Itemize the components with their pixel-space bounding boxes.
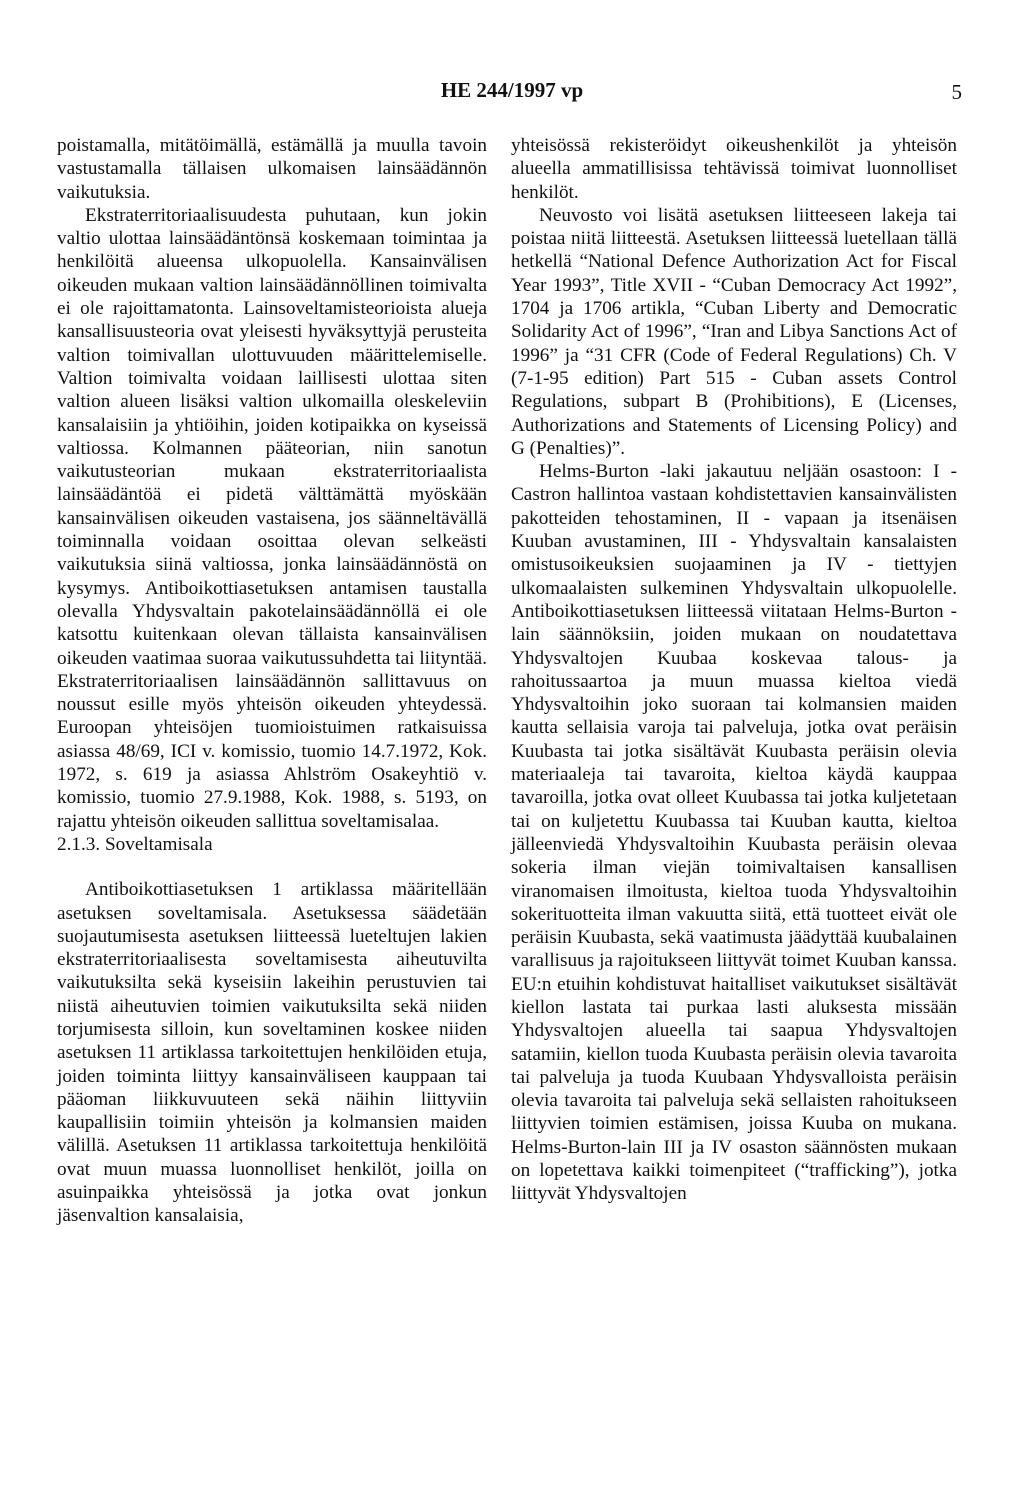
paragraph-legal-persons: yhteisössä rekisteröidyt oikeushenkilöt ja yhteisön alueella ammatillisissa tehtävissä toimivat luonnolliset henkilöt. — [511, 135, 957, 203]
paragraph-scope: Antiboikottiasetuksen 1 artiklassa määritellään asetuksen soveltamisala. Asetuksessa säädetään suojautumisesta asetuksen liitteessä lueteltujen lakien ekstraterritoriaalisesta soveltamisesta aiheutuvilta vaikutuksilta sekä kyseisiin lakeihin perustuvien tai niistä aiheutuvien toimien vaikutuksilta sekä niiden torjumisesta silloin, kun soveltaminen koskee niiden asetuksen 11 artiklassa tarkoitettujen henkilöiden etuja, joiden toiminta liittyy kansainväliseen kauppaan tai pääoman liikkuvuuteen sekä näihin liittyviin kaupallisiin toimiin yhteisön ja kolmansien maiden välillä. Asetuksen 11 artiklassa tarkoitettuja henkilöitä ovat muun muassa luonnolliset henkilöt, joilla on asuinpaikka yhteisössä ja jotka ovat jonkun jäsenvaltion kansalaisia, — [57, 879, 487, 1227]
document-identifier: HE 244/1997 vp — [440, 78, 584, 102]
right-column — [511, 134, 957, 1206]
paragraph-helms-burton: Helms-Burton -laki jakautuu neljään osastoon: I - Castron hallintoa vastaan kohdistettavien kansainvälisten pakotteiden tehostaminen, II - vapaan ja itsenäisen Kuuban avustaminen, III - Yhdysvaltain kansalaisten omistusoikeuksien suojaaminen ja IV - tiettyjen ulkomaalaisten sulkeminen Yhdysvaltain ulkopuolelle. Antiboikottiasetuksen liitteessä viitataan Helms-Burton -lain säännöksiin, joiden mukaan on noudatettava Yhdysvaltojen Kuubaa koskevaa talous- ja rahoitussaartoa ja muun muassa kieltoa viedä Yhdysvaltoihin joko suoraan tai kolmansien maiden kautta sellaisia varoja tai palveluja, jotka ovat peräisin Kuubasta tai jotka sisältävät Kuubasta peräisin olevia materiaaleja tai tavaroita, kieltoa käydä kauppaa tavaroilla, jotka ovat olleet Kuubassa tai jotka kuljetetaan tai on kuljetettu Kuubassa tai Kuuban kautta, kieltoa jälleenviedä Yhdysvaltoihin Kuubasta peräisin olevaa sokeria ilman viejän toimivaltaisen kansallisen viranomaisen ilmoitusta, kieltoa tuoda Yhdysvaltoihin sokerituotteita ilman vakuutta siitä, että tuotteet eivät ole peräisin Kuubasta, sekä vaatimusta jäädyttää kuubalainen varallisuus ja rajoitukseen liittyvät toimet Kuuban kanssa. EU:n etuihin kohdistuvat haitalliset vaikutukset sisältävät kiellon lastata tai purkaa lasti aluksesta missään Yhdysvaltojen alueella tai saapua Yhdysvaltojen satamiin, kiellon tuoda Kuubasta peräisin olevia tavaroita tai palveluja ja tuoda Kuubaan Yhdysvalloista peräisin olevia tavaroita tai palveluja sekä sellaisten rahoitukseen liittyvien toimien estämisen, joissa Kuuba on mukana. Helms-Burton-lain III ja IV osaston säännösten mukaan on lopetettava kaikki toimenpiteet (“trafficking”), jotka liittyvät Yhdysvaltojen — [511, 461, 957, 1205]
paragraph-continuation: poistamalla, mitätöimällä, estämällä ja muulla tavoin vastustamalla tällaisen ulkomaisen lainsäädännön vaikutuksia. — [57, 135, 487, 203]
page-number: 5 — [951, 80, 962, 104]
paragraph-annex-laws: Neuvosto voi lisätä asetuksen liitteeseen lakeja tai poistaa niitä liitteestä. Asetuksen liitteessä luetellaan tällä hetkellä “National Defence Authorization Act for Fiscal Year 1993”, Title XVII - “Cuban Democracy Act 1992”, 1704 ja 1706 artikla, “Cuban Liberty and Democratic Solidarity Act of 1996”, “Iran and Libya Sanctions Act of 1996” ja “31 CFR (Code of Federal Regulations) Ch. V (7-1-95 edition) Part 515 - Cuban assets Control Regulations, subpart B (Prohibitions), E (Licenses, Authorizations and Statements of Licensing Policy) and G (Penalties)”. — [511, 204, 957, 459]
section-heading: 2.1.3. Soveltamisala — [57, 833, 213, 855]
left-column — [57, 134, 487, 1228]
paragraph-extraterritoriality: Ekstraterritoriaalisuudesta puhutaan, kun jokin valtio ulottaa lainsäädäntönsä koskemaan toimintaa ja henkilöitä alueensa ulkopuolella. Kansainvälisen oikeuden mukaan valtion lainsäädännöllinen toimivalta ei ole rajoittamatonta. Lainsoveltamisteorioista alueja kansallisuusteoria ovat yleisesti hyväksyttyjä perusteita valtion toimivallan ulottuvuuden määrittelemiselle. Valtion toimivalta voidaan laillisesti ulottaa siten valtion alueen lisäksi valtion ulkomailla oleskeleviin kansalaisiin ja yhtiöihin, joiden kotipaikka on kyseissä valtiossa. Kolmannen pääteorian, niin sanotun vaikutusteorian mukaan ekstraterritoriaalista lainsäädäntöä ei pidetä välttämättä myöskään kansainvälisen oikeuden vastaisena, jos säänneltävällä toiminnalla voidaan osoittaa olevan selkeästi vaikutuksia siinä valtiossa, jonka lainsäädännöstä on kysymys. Antiboikottiasetuksen antamisen taustalla olevalla Yhdysvaltain pakotelainsäädännöllä ei ole katsottu kuitenkaan olevan tällaista kansainvälisen oikeuden vaatimaa suoraa vaikutussuhdetta tai liityntää. Ekstraterritoriaalisen lainsäädännön sallittavuus on noussut esille myös yhteisön oikeuden yhteydessä. Euroopan yhteisöjen tuomioistuimen ratkaisuissa asiassa 48/69, ICI v. komissio, tuomio 14.7.1972, Kok. 1972, s. 619 ja asiassa Ahlström Osakeyhtiö v. komissio, tuomio 27.9.1988, Kok. 1988, s. 5193, on rajattu yhteisön oikeuden sallittua soveltamisalaa. — [57, 204, 487, 832]
page-header — [0, 78, 1024, 108]
